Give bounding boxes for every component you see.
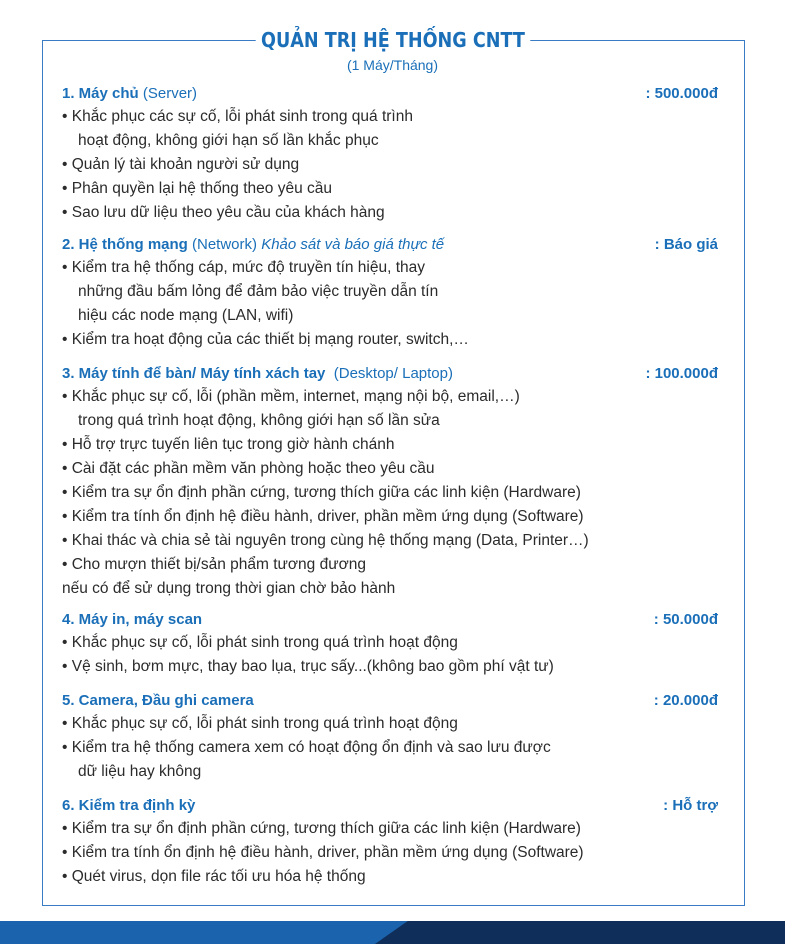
section-name: 5. Camera, Đầu ghi camera	[62, 692, 254, 709]
list-item: • Kiểm tra hệ thống cáp, mức độ truyền tín hiệu, thay	[62, 259, 426, 276]
list-item: • Hỗ trợ trực tuyến liên tục trong giờ hành chánh	[62, 436, 395, 453]
list-item: • Khắc phục sự cố, lỗi phát sinh trong quá trình hoạt động	[62, 634, 458, 651]
section-network	[62, 234, 718, 352]
list-item: hiệu các node mạng (LAN, wifi)	[78, 307, 294, 324]
list-item: • Cài đặt các phần mềm văn phòng hoặc theo yêu cầu	[62, 460, 435, 477]
section-name: 2. Hệ thống mạng	[62, 236, 188, 253]
page-title: QUẢN TRỊ HỆ THỐNG CNTT	[255, 26, 529, 54]
list-item: hoạt động, không giới hạn số lần khắc phục	[78, 132, 379, 149]
section-header	[62, 609, 718, 631]
list-item: • Quét virus, dọn file rác tối ưu hóa hệ thống	[62, 868, 366, 885]
list-item: • Kiểm tra sự ổn định phần cứng, tương thích giữa các linh kiện (Hardware)	[62, 484, 581, 501]
section-camera	[62, 690, 718, 784]
list-item: • Cho mượn thiết bị/sản phẩm tương đương	[62, 556, 366, 573]
section-note: (Server)	[138, 85, 198, 102]
list-item: • Phân quyền lại hệ thống theo yêu cầu	[62, 180, 332, 197]
section-header	[62, 690, 718, 712]
list-item: những đầu bấm lỏng để đảm bảo việc truyền dẫn tín	[78, 283, 439, 300]
section-price: : 20.000đ	[653, 692, 718, 709]
page-subtitle: (1 Máy/Tháng)	[346, 57, 439, 73]
list-item: • Sao lưu dữ liệu theo yêu cầu của khách hàng	[62, 204, 385, 221]
section-note-italic: Khảo sát và báo giá thực tế	[261, 236, 445, 253]
section-periodic-check	[62, 795, 718, 889]
section-header	[62, 83, 718, 105]
list-item: • Khai thác và chia sẻ tài nguyên trong cùng hệ thống mạng (Data, Printer…)	[62, 532, 589, 549]
section-desktop	[62, 363, 718, 601]
section-price: : Báo giá	[654, 236, 718, 253]
list-item: • Kiểm tra tính ổn định hệ điều hành, driver, phần mềm ứng dụng (Software)	[62, 844, 584, 861]
list-item: • Quản lý tài khoản người sử dụng	[62, 156, 300, 173]
footer-bar	[0, 921, 785, 944]
section-header	[62, 234, 718, 256]
list-item: nếu có để sử dụng trong thời gian chờ bảo hành	[62, 580, 396, 597]
section-header	[62, 795, 718, 817]
section-name: 6. Kiểm tra định kỳ	[62, 797, 196, 814]
list-item: • Kiểm tra hệ thống camera xem có hoạt động ổn định và sao lưu được	[62, 739, 551, 756]
section-price: : 500.000đ	[645, 85, 718, 102]
list-item: • Kiểm tra hoạt động của các thiết bị mạng router, switch,…	[62, 331, 469, 348]
section-price: : 100.000đ	[645, 365, 718, 382]
section-printer	[62, 609, 718, 679]
title-wrap	[0, 26, 785, 54]
section-note: (Desktop/ Laptop)	[325, 365, 453, 382]
section-name: 4. Máy in, máy scan	[62, 611, 203, 628]
list-item: • Kiểm tra sự ổn định phần cứng, tương thích giữa các linh kiện (Hardware)	[62, 820, 581, 837]
list-item: • Vệ sinh, bơm mực, thay bao lụa, trục sấy...(không bao gồm phí vật tư)	[62, 658, 554, 675]
list-item: • Khắc phục sự cố, lỗi phát sinh trong quá trình hoạt động	[62, 715, 458, 732]
section-name: 3. Máy tính để bàn/ Máy tính xách tay	[62, 365, 326, 382]
section-server	[62, 83, 718, 225]
list-item: • Khắc phục các sự cố, lỗi phát sinh trong quá trình	[62, 108, 413, 125]
footer-bar-accent	[375, 921, 785, 944]
list-item: trong quá trình hoạt động, không giới hạn số lần sửa	[78, 412, 440, 429]
list-item: • Khắc phục sự cố, lỗi (phần mềm, internet, mạng nội bộ, email,…)	[62, 388, 520, 405]
section-price: : 50.000đ	[653, 611, 718, 628]
section-name: 1. Máy chủ	[62, 85, 139, 102]
section-note: (Network)	[187, 236, 262, 253]
list-item: dữ liệu hay không	[78, 763, 202, 780]
list-item: • Kiểm tra tính ổn định hệ điều hành, driver, phần mềm ứng dụng (Software)	[62, 508, 584, 525]
section-price: : Hỗ trợ	[663, 797, 718, 814]
section-header	[62, 363, 718, 385]
